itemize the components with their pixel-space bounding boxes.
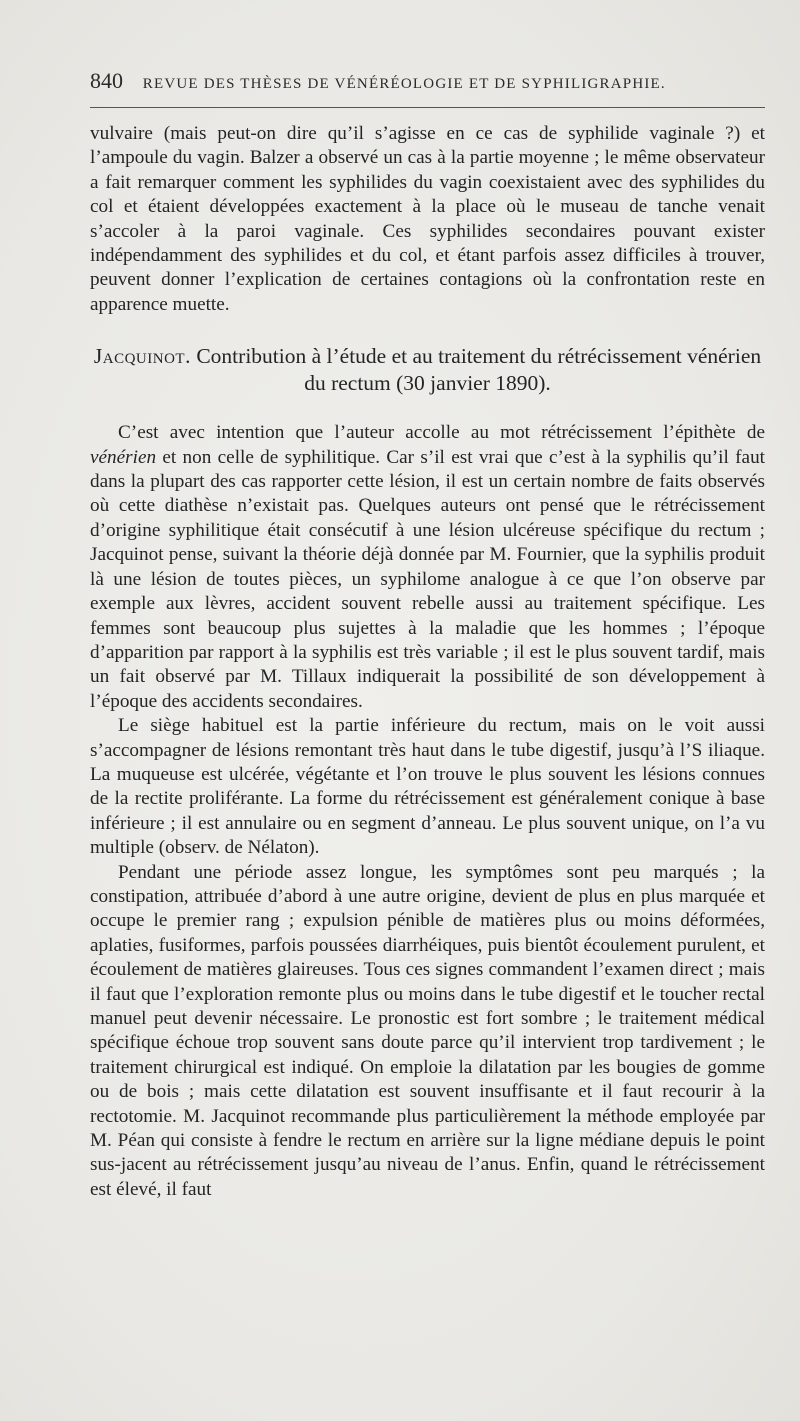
paragraph-1-start: C’est avec intention que l’auteur accolle au mot rétrécissement l’épithète de [118, 422, 765, 444]
article-title: Contribution à l’étude et au traitement du rétrécissement vénérien du rectum (30 janvier 1890). [196, 344, 762, 396]
header-rule [90, 107, 765, 108]
running-title: REVUE DES THÈSES DE VÉNÉRÉOLOGIE ET DE SYPHILIGRAPHIE. [142, 76, 666, 92]
body-text [90, 122, 765, 1202]
paragraph-1 [90, 421, 765, 714]
paragraph-2: Le siège habituel est la partie inférieure du rectum, mais on le voit aussi s’accompagner de lésions remontant très haut dans le tube digestif, jusqu’à l’S iliaque. La muqueuse est ulcérée, végétante et l’on trouve le plus souvent les lésions connues de la rectite proliférante. La forme du rétrécissement est généralement conique à base inférieure ; il est annulaire ou en segment d’anneau. Le plus souvent unique, on l’a vu multiple (observ. de Nélaton). [90, 715, 765, 859]
article-heading [90, 343, 765, 397]
paragraph-1-italic: vénérien [90, 446, 157, 468]
page-number: 840 [90, 68, 123, 93]
paragraph-1-end: et non celle de syphilitique. Car s’il est vrai que c’est à la syphilis qu’il faut dans la plupart des cas rapporter cette lésion, il est un certain nombre de faits observés où cette diathèse n’existait pas. Quelques auteurs ont pensé que le rétrécissement d’origine syphilitique était consécutif à une lésion ulcéreuse spécifique du rectum ; Jacquinot pense, suivant la théorie déjà donnée par M. Fournier, que la syphilis produit là une lésion de toutes pièces, un syphilome analogue à ce que l’on observe par exemple aux lèvres, accident souvent rebelle aussi au traitement spécifique. Les femmes sont beaucoup plus sujettes à la maladie que les hommes ; l’époque d’apparition par rapport à la syphilis est très variable ; il est le plus souvent tardif, mais un fait observé par M. Tillaux indiquerait la possibilité de son développement à l’époque des accidents secondaires. [90, 446, 765, 712]
paragraph-3: Pendant une période assez longue, les symptômes sont peu marqués ; la constipation, attribuée d’abord à une autre origine, devient de plus en plus marquée et occupe le premier rang ; expulsion pénible de matières plus ou moins déformées, aplaties, fusiformes, parfois poussées diarrhéiques, puis bientôt écoulement purulent, et écoulement de matières glaireuses. Tous ces signes commandent l’examen direct ; mais il faut que l’exploration remonte plus ou moins dans le tube digestif et le toucher rectal manuel peut devenir nécessaire. Le pronostic est fort sombre ; le traitement médical spécifique échoue trop souvent sans doute parce qu’il intervient trop tardivement ; le traitement chirurgical est indiqué. On emploie la dilatation par les bougies de gomme ou de bois ; mais cette dilatation est souvent insuffisante et il faut recourir à la rectotomie. M. Jacquinot recommande plus particulièrement la méthode employée par M. Péan qui consiste à fendre le rectum en arrière sur la ligne médiane depuis le point sus-jacent au rétrécissement jusqu’au niveau de l’anus. Enfin, quand le rétrécissement est élevé, il faut [90, 861, 765, 1200]
continuation-paragraph: vulvaire (mais peut-on dire qu’il s’agisse en ce cas de syphilide vaginale ?) et l’ampoule du vagin. Balzer a observé un cas à la partie moyenne ; le même observateur a fait remarquer comment les syphilides du vagin coexistaient avec des syphilides du col et étaient développées exactement à la place où le museau de tanche venait s’accoler à la paroi vaginale. Ces syphilides secondaires pouvant exister indépendamment des syphilides et du col, et étant parfois assez difficiles à trouver, peuvent donner l’explication de certaines contagions où la confrontation reste en apparence muette. [90, 123, 765, 315]
page-header [90, 68, 770, 94]
article-author: Jacquinot. [93, 344, 191, 369]
